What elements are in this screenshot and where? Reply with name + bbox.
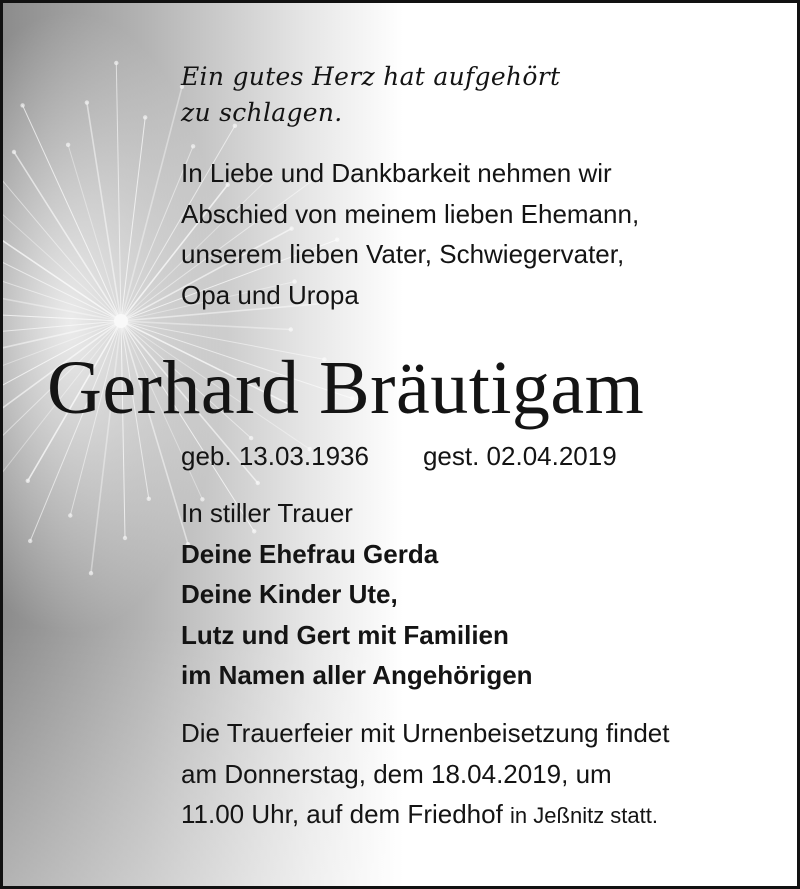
mourners-intro: In stiller Trauer xyxy=(181,498,353,528)
intro-line: Abschied von meinem lieben Ehemann, xyxy=(181,198,640,229)
intro-line: unserem lieben Vater, Schwiegervater, xyxy=(181,239,625,269)
funeral-line: am Donnerstag, dem 18.04.2019, um xyxy=(181,758,612,789)
mourner-line: Lutz und Gert mit Familien xyxy=(181,619,509,650)
mourner-line: Deine Kinder Ute, xyxy=(181,579,398,609)
intro-line: Opa und Uropa xyxy=(181,279,359,310)
motto-line: Ein gutes Herz hat aufgehört xyxy=(181,62,561,91)
motto-line: zu schlagen. xyxy=(181,98,343,127)
dandelion-core xyxy=(114,314,128,328)
dandelion-seed-tip xyxy=(256,481,260,485)
life-dates xyxy=(181,439,617,473)
mourner-line: Deine Ehefrau Gerda xyxy=(181,538,439,569)
motto-quote xyxy=(181,59,560,131)
dandelion-seed-tip xyxy=(147,497,151,501)
birth-date: geb. 13.03.1936 xyxy=(181,441,369,471)
funeral-time-place: 11.00 Uhr, auf dem Friedhof xyxy=(181,799,511,829)
dandelion-seed-tip xyxy=(114,61,118,65)
dandelion-seed-tip xyxy=(143,115,147,119)
funeral-line: Die Trauerfeier mit Urnenbeisetzung findet xyxy=(181,718,670,748)
dandelion-seed-tip xyxy=(85,100,89,104)
mourners-list xyxy=(181,493,533,696)
death-date: gest. 02.04.2019 xyxy=(422,441,617,471)
funeral-location: in Jeßnitz statt. xyxy=(510,803,658,828)
funeral-info xyxy=(181,713,669,837)
dandelion-seed-tip xyxy=(68,513,72,517)
intro-line: In Liebe und Dankbarkeit nehmen wir xyxy=(181,158,612,188)
funeral-line xyxy=(181,794,669,837)
dandelion-seed-tip xyxy=(12,150,16,154)
dandelion-seed-tip xyxy=(123,536,127,540)
deceased-name: Gerhard Bräutigam xyxy=(47,346,645,430)
dandelion-seed-tip xyxy=(26,479,30,483)
dandelion-seed-tip xyxy=(289,327,293,331)
dandelion-seed-tip xyxy=(89,571,93,575)
mourner-line: im Namen aller Angehörigen xyxy=(181,660,533,690)
dandelion-seed-tip xyxy=(191,144,195,148)
dandelion-seed-tip xyxy=(28,539,32,543)
dandelion-seed-tip xyxy=(66,143,70,147)
dandelion-seed-tip xyxy=(20,103,24,107)
intro-text xyxy=(181,153,639,315)
